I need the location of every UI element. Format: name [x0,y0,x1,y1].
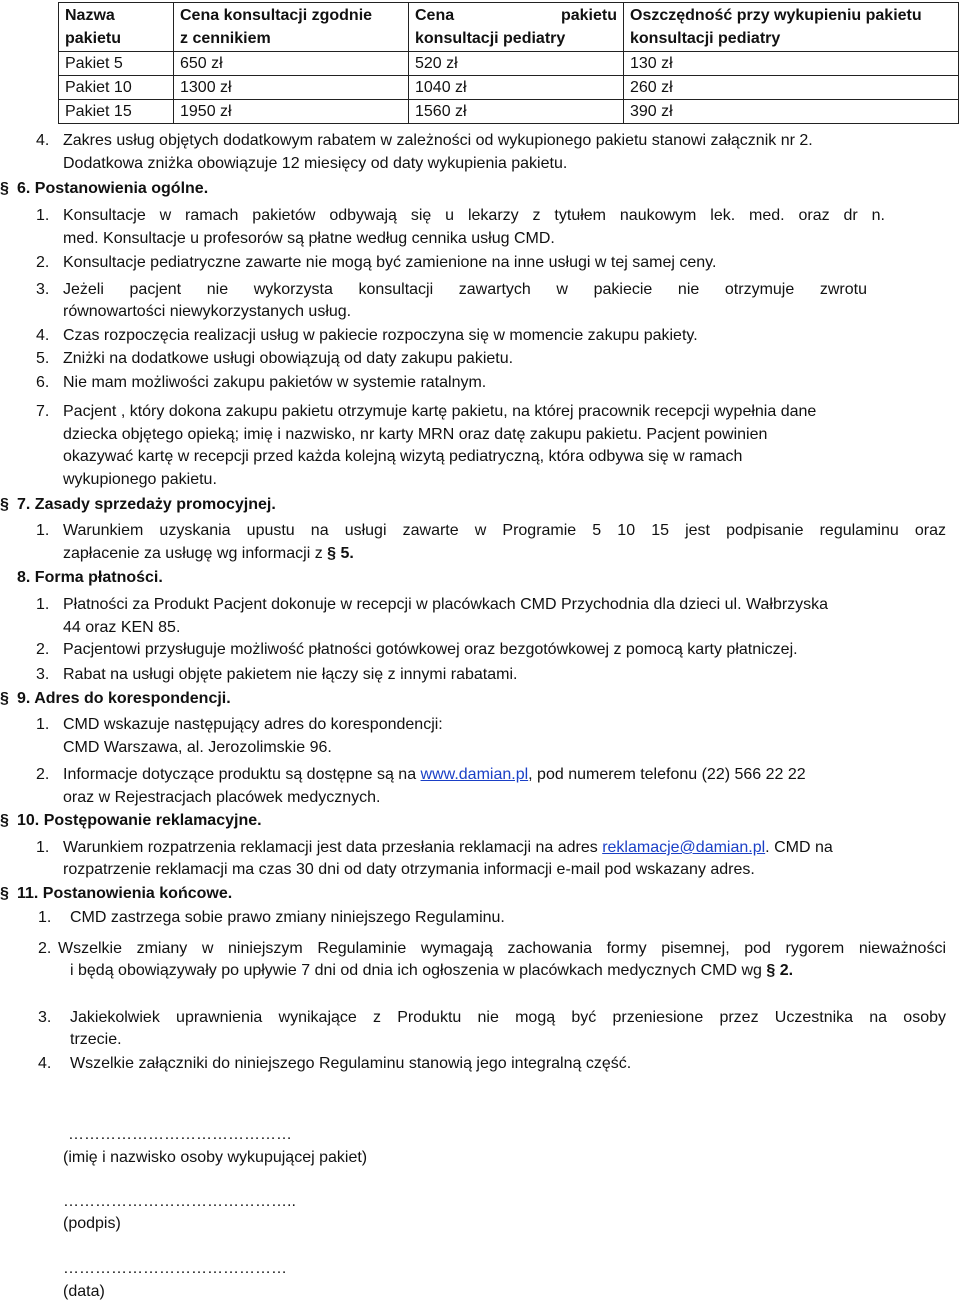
list-number: 1. [36,839,50,856]
list-number: 7. [36,403,50,420]
list-number: 2. [36,766,50,783]
section-heading: 8. Forma płatności. [17,569,163,586]
list-item-text [63,545,354,563]
list-number: 4. [36,327,50,344]
table-cell: 650 zł [174,52,409,76]
header-text: pakietu [560,7,617,24]
list-item-text: trzecie. [70,1031,122,1048]
list-item-text: Jakiekolwiek uprawnienia wynikające z Produktu nie mogą być przeniesione przez Uczestnika na osoby [70,1009,946,1026]
email-link[interactable]: reklamacje@damian.pl [602,839,766,856]
list-number: 3. [36,666,50,683]
list-number: 4. [36,132,50,149]
list-item-text: Pacjent , który dokona zakupu pakietu otrzymuje kartę pakietu, na której pracownik recepcji wypełnia dane [63,403,817,420]
list-number: 3. [38,1009,52,1026]
section-heading: 11. Postanowienia końcowe. [17,885,233,902]
list-item-text: okazywać kartę w recepcji przed każda kolejną wizytą pediatryczną, która odbywa się w ramach [63,448,743,465]
list-item-text: Płatności za Produkt Pacjent dokonuje w recepcji w placówkach CMD Przychodnia dla dzieci ul. Wałbrzyska [63,596,829,613]
list-number: 1. [38,909,52,926]
header-text: Cena [415,7,455,24]
table-cell: Pakiet 5 [59,52,174,76]
list-item-text: Pacjentowi przysługuje możliwość płatności gotówkowej oraz bezgotówkowej z pomocą karty płatniczej. [63,641,798,658]
table-cell: 520 zł [409,52,624,76]
header-text: pakietu [65,30,122,47]
list-number: 4. [38,1055,52,1072]
list-item-text [63,839,833,857]
section-heading: 6. Postanowienia ogólne. [17,180,209,197]
list-item-text [63,766,806,784]
list-item-text: Wszelkie zmiany w niniejszym Regulaminie wymagają zachowania formy pisemnej, pod rygorem nieważności [58,940,946,957]
table-cell: 1040 zł [409,76,624,100]
list-item-text: CMD zastrzega sobie prawo zmiany niniejszego Regulaminu. [70,909,505,926]
list-number: 3. [36,281,50,298]
header-text: konsultacji pediatry [415,30,566,47]
section-symbol: § [0,885,9,902]
signature-line: …………………………………… [68,1126,292,1143]
list-item-text: Konsultacje w ramach pakietów odbywają się u lekarzy z tytułem naukowym lek. med. oraz dr n. [63,207,885,224]
header-cell [624,3,959,52]
text-part: , pod numerem telefonu (22) 566 22 22 [528,766,806,783]
list-item-text: Czas rozpoczęcia realizacji usług w pakiecie rozpoczyna się w momencie zakupu pakiety. [63,327,698,344]
website-link[interactable]: www.damian.pl [420,766,529,783]
table-row [59,52,959,76]
list-number: 6. [36,374,50,391]
text-part: . CMD na [765,839,833,856]
list-item-text: Jeżeli pacjent nie wykorzysta konsultacji zawartych w pakiecie nie otrzymuje zwrotu [63,281,867,298]
header-cell [174,3,409,52]
list-item-text: Zakres usług objętych dodatkowym rabatem w zależności od wykupionego pakietu stanowi załącznik nr 2. [63,132,813,149]
list-number: 1. [36,522,50,539]
table-row [59,100,959,124]
list-number: 1. [36,207,50,224]
signature-label: (podpis) [63,1215,121,1232]
list-number: 2. [36,254,50,271]
date-label: (data) [63,1283,105,1300]
section-heading: 10. Postępowanie reklamacyjne. [17,812,262,829]
list-item-text: Warunkiem uzyskania upustu na usługi zawarte w Programie 5 10 15 jest podpisanie regulaminu oraz [63,522,946,539]
section-symbol: § [0,812,9,829]
table-cell: 130 zł [624,52,959,76]
text-part: Warunkiem rozpatrzenia reklamacji jest data przesłania reklamacji na adres [63,839,603,856]
list-item-text: Rabat na usługi objęte pakietem nie łączy się z innymi rabatami. [63,666,518,683]
section-symbol: § [0,690,9,707]
list-item-text: oraz w Rejestracjach placówek medycznych. [63,789,381,806]
section-reference: § 5. [327,545,354,562]
header-text: Nazwa [65,7,115,24]
list-number: 1. [36,596,50,613]
text-part: zapłacenie za usługę wg informacji z [63,545,328,562]
table-header-row [59,3,959,52]
text-part: i będą obowiązywały po upływie 7 dni od dnia ich ogłoszenia w placówkach medycznych CMD wg [70,962,767,979]
section-heading: 9. Adres do korespondencji. [17,690,231,707]
list-number: 2. [38,940,52,957]
list-item-text: rozpatrzenie reklamacji ma czas 30 dni od daty otrzymania informacji e-mail pod wskazany adres. [63,861,755,878]
list-item-text: dziecka objętego opieką; imię i nazwisko, nr karty MRN oraz datę zakupu pakietu. Pacjent powinien [63,426,768,443]
list-item-text: wykupionego pakietu. [63,471,217,488]
list-number: 2. [36,641,50,658]
table-cell: 1950 zł [174,100,409,124]
section-reference: § 2. [766,962,794,979]
header-text: Cena konsultacji zgodnie [180,7,373,24]
header-cell [409,3,624,52]
section-heading: 7. Zasady sprzedaży promocyjnej. [17,496,276,513]
header-text: Oszczędność przy wykupieniu pakietu [630,7,922,24]
list-item-text: Wszelkie załączniki do niniejszego Regulaminu stanowią jego integralną część. [70,1055,632,1072]
package-price-table [58,2,959,124]
signature-label: (imię i nazwisko osoby wykupującej pakiet) [63,1149,368,1166]
list-item-text: CMD Warszawa, al. Jerozolimskie 96. [63,739,332,756]
section-symbol: § [0,180,9,197]
list-number: 1. [36,716,50,733]
table-cell: 1560 zł [409,100,624,124]
table-row [59,76,959,100]
section-symbol: § [0,496,9,513]
list-item-text: Konsultacje pediatryczne zawarte nie mogą być zamienione na inne usługi w tej samej ceny. [63,254,717,271]
list-item-text: med. Konsultacje u profesorów są płatne według cennika usług CMD. [63,230,555,247]
table-cell: 390 zł [624,100,959,124]
date-line: …………………………………… [63,1260,287,1277]
table-cell: Pakiet 15 [59,100,174,124]
header-text: konsultacji pediatry [630,30,781,47]
signature-line: …………………………………….. [63,1193,296,1210]
table-cell: 260 zł [624,76,959,100]
list-item-text: równowartości niewykorzystanych usług. [63,303,352,320]
list-number: 5. [36,350,50,367]
list-item-text: Zniżki na dodatkowe usługi obowiązują od daty zakupu pakietu. [63,350,514,367]
list-item-text: CMD wskazuje następujący adres do korespondencji: [63,716,443,733]
list-item-text: Dodatkowa zniżka obowiązuje 12 miesięcy od daty wykupienia pakietu. [63,155,568,172]
header-text: z cennikiem [180,30,271,47]
table-cell: 1300 zł [174,76,409,100]
table-cell: Pakiet 10 [59,76,174,100]
text-part: Informacje dotyczące produktu są dostępne są na [63,766,421,783]
list-item-text: 44 oraz KEN 85. [63,619,181,636]
header-cell [59,3,174,52]
header-line [415,4,617,27]
list-item-text: Nie mam możliwości zakupu pakietów w systemie ratalnym. [63,374,487,391]
list-item-text [70,962,793,980]
